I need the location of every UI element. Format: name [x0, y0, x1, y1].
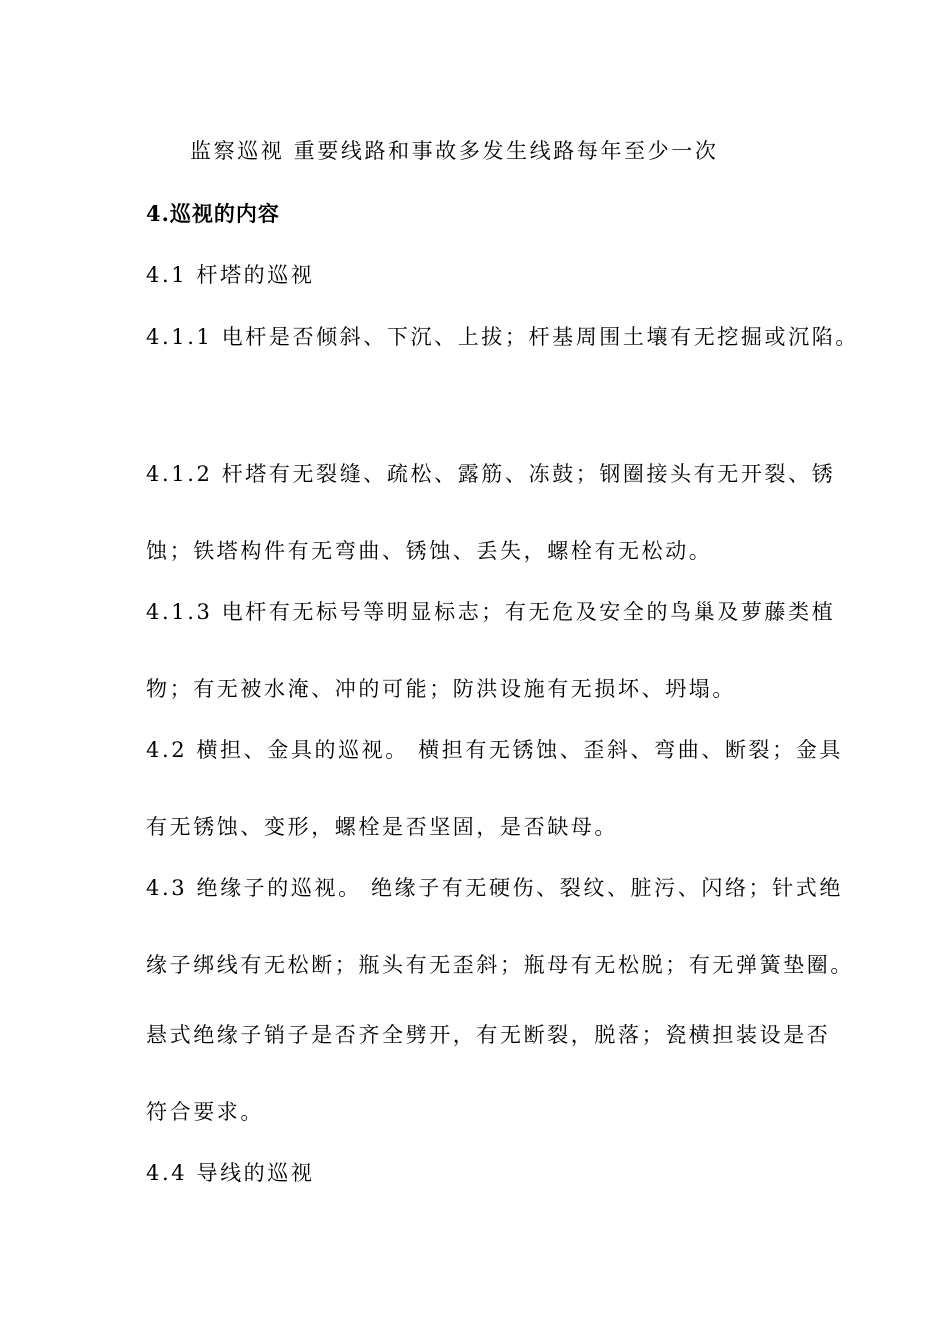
item-4-1-2-line-2: 蚀；铁塔构件有无弯曲、锈蚀、丢失，螺栓有无松动。: [146, 539, 713, 563]
section-heading-4: 4.巡视的内容: [146, 201, 280, 226]
item-4-2-line-1: 4.2 横担、金具的巡视。 横担有无锈蚀、歪斜、弯曲、断裂；金具: [146, 738, 843, 762]
item-4-2-line-2: 有无锈蚀、变形，螺栓是否坚固，是否缺母。: [146, 815, 618, 839]
inspection-frequency-line: 监察巡视 重要线路和事故多发生线路每年至少一次: [190, 139, 719, 163]
item-4-3-line-2: 缘子绑线有无松断；瓶头有无歪斜；瓶母有无松脱；有无弹簧垫圈。: [146, 953, 854, 977]
item-4-3-line-4: 符合要求。: [146, 1100, 264, 1124]
item-4-1-3-line-2: 物；有无被水淹、冲的可能；防洪设施有无损坏、坍塌。: [146, 677, 736, 701]
item-4-1-3-line-1: 4.1.3 电杆有无标号等明显标志；有无危及安全的鸟巢及萝藤类植: [146, 600, 836, 624]
subsection-heading-4-4: 4.4 导线的巡视: [146, 1161, 315, 1185]
item-4-3-line-3: 悬式绝缘子销子是否齐全劈开，有无断裂，脱落；瓷横担装设是否: [146, 1023, 831, 1047]
item-4-3-line-1: 4.3 绝缘子的巡视。 绝缘子有无硬伤、裂纹、脏污、闪络；针式绝: [146, 876, 843, 900]
item-4-1-2-line-1: 4.1.2 杆塔有无裂缝、疏松、露筋、冻鼓；钢圈接头有无开裂、锈: [146, 462, 836, 486]
item-4-1-1: 4.1.1 电杆是否倾斜、下沉、上拔；杆基周围土壤有无挖掘或沉陷。: [146, 325, 859, 349]
subsection-heading-4-1: 4.1 杆塔的巡视: [146, 263, 315, 287]
